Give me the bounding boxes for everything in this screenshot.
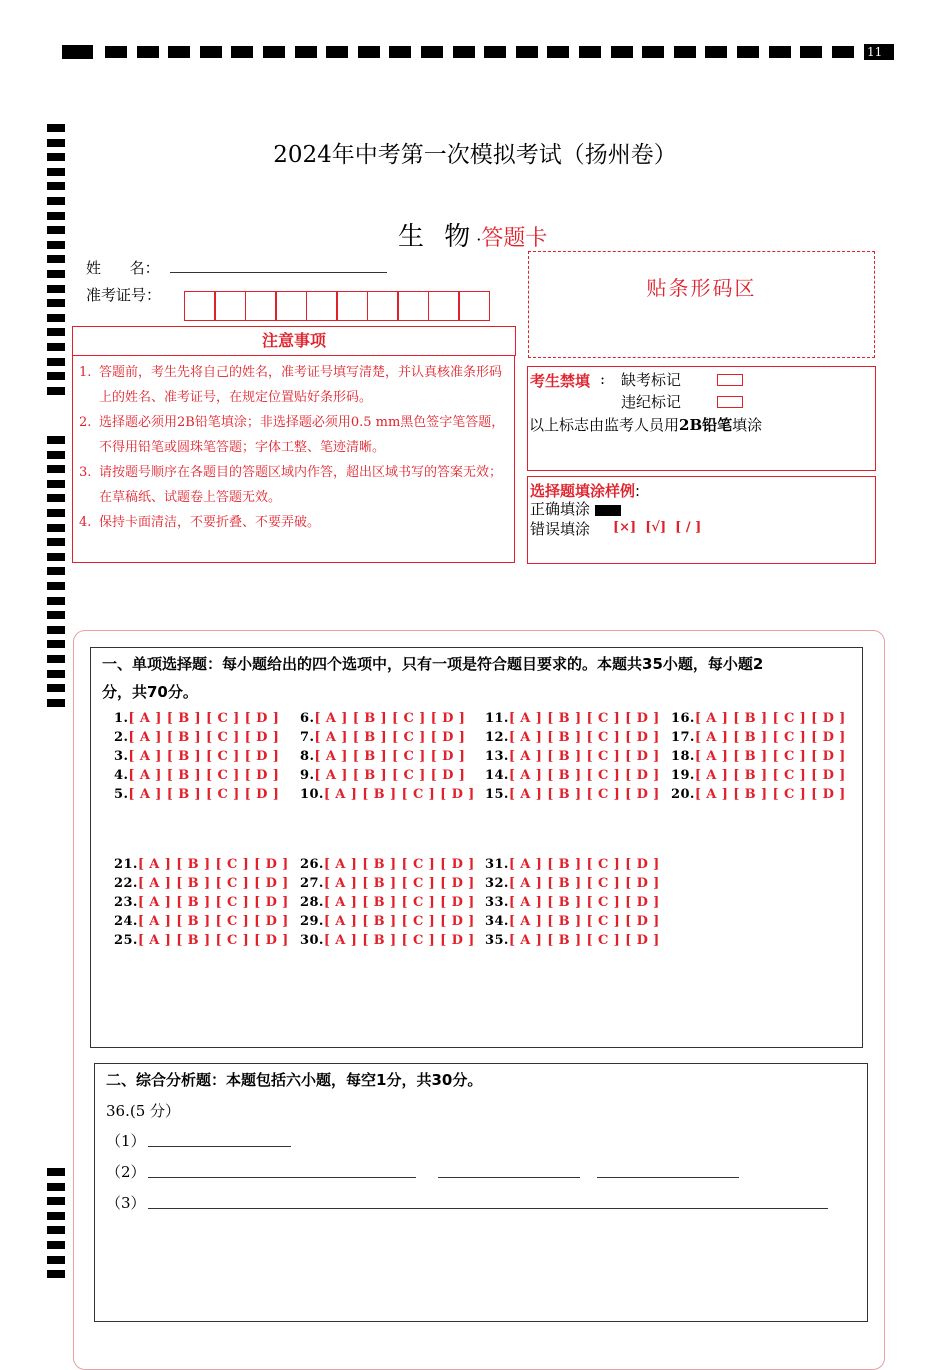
answer-options[interactable]: [ A ] [ B ] [ C ] [ D ]	[137, 933, 289, 948]
card-label: 答题卡	[481, 226, 548, 251]
question-number: 27.	[300, 876, 324, 891]
timing-mark	[231, 46, 253, 58]
part-3-blank[interactable]	[148, 1208, 828, 1209]
question-number: 28.	[300, 895, 324, 910]
question-number: 15.	[485, 787, 509, 802]
choice-question-21[interactable]	[114, 857, 289, 872]
timing-mark	[47, 524, 65, 532]
question-number: 5.	[114, 787, 129, 802]
violation-mark[interactable]	[717, 396, 743, 408]
answer-options[interactable]: [ A ] [ B ] [ C ] [ D ]	[323, 933, 475, 948]
answer-options[interactable]: [ A ] [ B ] [ C ] [ D ]	[508, 876, 660, 891]
section-2-analysis	[94, 1063, 868, 1322]
choice-question-6[interactable]	[300, 711, 465, 726]
notice-item-3: 3. 请按题号顺序在各题目的答题区域内作答，超出区域书写的答案无效；在草稿纸、试题卷上答题无效。	[79, 465, 503, 505]
timing-mark	[47, 684, 65, 692]
answer-options[interactable]: [ A ] [ B ] [ C ] [ D ]	[323, 876, 475, 891]
answer-options[interactable]: [ A ] [ B ] [ C ] [ D ]	[128, 749, 280, 764]
timing-mark	[47, 670, 65, 678]
answer-options[interactable]: [ A ] [ B ] [ C ] [ D ]	[128, 787, 280, 802]
answer-options[interactable]: [ A ] [ B ] [ C ] [ D ]	[323, 914, 475, 929]
answer-options[interactable]: [ A ] [ B ] [ C ] [ D ]	[137, 857, 289, 872]
question-number: 2.	[114, 730, 129, 745]
question-number: 9.	[300, 768, 315, 783]
exam-id-boxes[interactable]	[185, 291, 490, 321]
forbidden-note: 以上标志由监考人员用2B铅笔填涂	[529, 416, 763, 434]
choice-question-1[interactable]	[114, 711, 279, 726]
exam-id-digit-box[interactable]	[245, 291, 277, 321]
answer-options[interactable]: [ A ] [ B ] [ C ] [ D ]	[314, 711, 466, 726]
page-number: 11	[864, 44, 894, 60]
subject-dot: ·	[476, 230, 482, 249]
answer-options[interactable]: [ A ] [ B ] [ C ] [ D ]	[128, 768, 280, 783]
question-number: 32.	[485, 876, 509, 891]
exam-id-digit-box[interactable]	[306, 291, 338, 321]
wrong-fill-marks: [×] [√] [ / ]	[613, 520, 702, 535]
choice-question-32[interactable]	[485, 876, 660, 891]
answer-options[interactable]: [ A ] [ B ] [ C ] [ D ]	[314, 768, 466, 783]
answer-options[interactable]: [ A ] [ B ] [ C ] [ D ]	[694, 711, 846, 726]
timing-mark	[800, 46, 822, 58]
timing-mark	[47, 1183, 65, 1191]
timing-mark	[47, 465, 65, 473]
question-number: 6.	[300, 711, 315, 726]
part-2-blank-3[interactable]	[597, 1177, 739, 1178]
question-number: 12.	[485, 730, 509, 745]
notice-item-1: 1. 答题前，考生先将自己的姓名，准考证号填写清楚，并认真核准条形码上的姓名、准考证号，在规定位置贴好条形码。	[79, 365, 503, 405]
timing-mark	[642, 46, 664, 58]
answer-options[interactable]: [ A ] [ B ] [ C ] [ D ]	[508, 711, 660, 726]
timing-mark	[47, 1168, 65, 1176]
timing-mark	[47, 436, 65, 444]
timing-mark	[47, 480, 65, 488]
forbidden-fill-box	[527, 366, 876, 471]
answer-options[interactable]: [ A ] [ B ] [ C ] [ D ]	[323, 895, 475, 910]
part-2-label: （2）	[106, 1163, 146, 1181]
timing-mark	[47, 255, 65, 263]
choice-question-15[interactable]	[485, 787, 660, 802]
choice-question-12[interactable]	[485, 730, 660, 745]
timing-mark	[674, 46, 696, 58]
timing-mark	[47, 197, 65, 205]
part-2-blank-2[interactable]	[438, 1177, 580, 1178]
timing-mark	[326, 46, 348, 58]
answer-options[interactable]: [ A ] [ B ] [ C ] [ D ]	[508, 914, 660, 929]
question-number: 21.	[114, 857, 138, 872]
question-number: 30.	[300, 933, 324, 948]
choice-question-11[interactable]	[485, 711, 660, 726]
exam-id-digit-box[interactable]	[367, 291, 399, 321]
timing-mark	[47, 640, 65, 648]
question-number: 11.	[485, 711, 509, 726]
timing-mark	[47, 212, 65, 220]
notice-item-2: 2. 选择题必须用2B铅笔填涂；非选择题必须用0.5 mm黑色签字笔答题，不得用铅笔或圆珠笔答题；字体工整、笔迹清晰。	[79, 415, 505, 455]
notice-item-4: 4. 保持卡面清洁，不要折叠、不要弄破。	[79, 515, 321, 530]
timing-mark	[705, 46, 727, 58]
answer-options[interactable]: [ A ] [ B ] [ C ] [ D ]	[137, 914, 289, 929]
choice-question-27[interactable]	[300, 876, 475, 891]
timing-mark	[47, 611, 65, 619]
answer-options[interactable]: [ A ] [ B ] [ C ] [ D ]	[323, 857, 475, 872]
timing-mark	[47, 451, 65, 459]
choice-question-8[interactable]	[300, 749, 465, 764]
wrong-fill-label: 错误填涂	[530, 520, 591, 538]
answer-options[interactable]: [ A ] [ B ] [ C ] [ D ]	[508, 768, 660, 783]
choice-question-17[interactable]	[671, 730, 846, 745]
choice-question-14[interactable]	[485, 768, 660, 783]
timing-mark	[579, 46, 601, 58]
timing-mark	[389, 46, 411, 58]
timing-mark	[168, 46, 190, 58]
choice-question-20[interactable]	[671, 787, 846, 802]
question-number: 26.	[300, 857, 324, 872]
choice-question-30[interactable]	[300, 933, 475, 948]
question-number: 1.	[114, 711, 129, 726]
timing-mark	[737, 46, 759, 58]
timing-mark	[47, 343, 65, 351]
subject-title	[398, 216, 547, 253]
timing-mark	[47, 553, 65, 561]
question-number: 29.	[300, 914, 324, 929]
choice-question-23[interactable]	[114, 895, 289, 910]
section-1-multiple-choice	[90, 647, 863, 1048]
timing-mark	[769, 46, 791, 58]
question-number: 18.	[671, 749, 695, 764]
subject-name: 生 物	[398, 222, 477, 252]
fill-sample-box	[527, 476, 876, 564]
choice-question-4[interactable]	[114, 768, 279, 783]
section-2-heading: 二、综合分析题：本题包括六小题，每空1分，共30分。	[106, 1071, 483, 1089]
timing-mark	[47, 285, 65, 293]
filled-mark-icon	[595, 505, 621, 516]
absent-label: 缺考标记	[621, 371, 682, 389]
exam-title: 2024年中考第一次模拟考试（扬州卷）	[273, 142, 677, 168]
answer-options[interactable]: [ A ] [ B ] [ C ] [ D ]	[128, 730, 280, 745]
choice-question-10[interactable]	[300, 787, 475, 802]
timing-mark	[47, 582, 65, 590]
exam-id-digit-box[interactable]	[397, 291, 429, 321]
choice-question-34[interactable]	[485, 914, 660, 929]
question-number: 3.	[114, 749, 129, 764]
choice-question-28[interactable]	[300, 895, 475, 910]
timing-mark	[47, 655, 65, 663]
timing-mark	[47, 387, 65, 395]
part-2-blank-1[interactable]	[148, 1177, 416, 1178]
barcode-area	[528, 251, 875, 358]
timing-mark	[47, 699, 65, 707]
answer-options[interactable]: [ A ] [ B ] [ C ] [ D ]	[508, 787, 660, 802]
choice-question-5[interactable]	[114, 787, 279, 802]
absent-mark[interactable]	[717, 374, 743, 386]
timing-mark	[47, 1270, 65, 1278]
question-number: 19.	[671, 768, 695, 783]
forbidden-colon: :	[600, 370, 606, 388]
timing-mark	[47, 538, 65, 546]
section-1-heading-line2: 分，共70分。	[102, 683, 198, 701]
answer-options[interactable]: [ A ] [ B ] [ C ] [ D ]	[508, 749, 660, 764]
choice-question-33[interactable]	[485, 895, 660, 910]
forbidden-title: 考生禁填	[530, 372, 591, 390]
answer-options[interactable]: [ A ] [ B ] [ C ] [ D ]	[137, 895, 289, 910]
answer-options[interactable]: [ A ] [ B ] [ C ] [ D ]	[508, 895, 660, 910]
answer-options[interactable]: [ A ] [ B ] [ C ] [ D ]	[508, 730, 660, 745]
answer-options[interactable]: [ A ] [ B ] [ C ] [ D ]	[323, 787, 475, 802]
section-1-heading-line1: 一、单项选择题：每小题给出的四个选项中，只有一项是符合题目要求的。本题共35小题，每小题2	[102, 655, 764, 673]
timing-mark	[263, 46, 285, 58]
choice-question-13[interactable]	[485, 749, 660, 764]
exam-id-digit-box[interactable]	[275, 291, 307, 321]
choice-question-25[interactable]	[114, 933, 289, 948]
timing-mark	[547, 46, 569, 58]
choice-question-7[interactable]	[300, 730, 465, 745]
question-number: 13.	[485, 749, 509, 764]
choice-question-26[interactable]	[300, 857, 475, 872]
name-field[interactable]	[170, 272, 387, 273]
timing-mark	[516, 46, 538, 58]
timing-mark	[47, 494, 65, 502]
question-number: 34.	[485, 914, 509, 929]
question-number: 4.	[114, 768, 129, 783]
correct-fill: 正确填涂	[530, 498, 621, 519]
timing-mark	[47, 567, 65, 575]
exam-id-digit-box[interactable]	[336, 291, 368, 321]
timing-mark	[484, 46, 506, 58]
timing-mark	[47, 1241, 65, 1249]
choice-question-2[interactable]	[114, 730, 279, 745]
choice-question-16[interactable]	[671, 711, 846, 726]
choice-question-35[interactable]	[485, 933, 660, 948]
timing-mark	[47, 241, 65, 249]
answer-options[interactable]: [ A ] [ B ] [ C ] [ D ]	[128, 711, 280, 726]
timing-mark	[47, 299, 65, 307]
question-number: 8.	[300, 749, 315, 764]
part-1-label: （1）	[106, 1132, 146, 1150]
barcode-label: 贴条形码区	[646, 276, 757, 300]
question-number: 25.	[114, 933, 138, 948]
part-3-label: （3）	[106, 1194, 146, 1212]
answer-options[interactable]: [ A ] [ B ] [ C ] [ D ]	[314, 749, 466, 764]
timing-mark	[453, 46, 475, 58]
question-number: 14.	[485, 768, 509, 783]
timing-mark	[47, 358, 65, 366]
question-number: 7.	[300, 730, 315, 745]
choice-question-19[interactable]	[671, 768, 846, 783]
part-1-blank[interactable]	[148, 1146, 291, 1147]
answer-options[interactable]: [ A ] [ B ] [ C ] [ D ]	[694, 730, 846, 745]
timing-mark	[200, 46, 222, 58]
timing-mark	[47, 270, 65, 278]
timing-mark	[295, 46, 317, 58]
sample-title: 选择题填涂样例:	[530, 482, 641, 500]
exam-id-digit-box[interactable]	[214, 291, 246, 321]
timing-mark	[47, 226, 65, 234]
timing-mark	[47, 1226, 65, 1234]
timing-mark	[421, 46, 443, 58]
answer-options[interactable]: [ A ] [ B ] [ C ] [ D ]	[694, 787, 846, 802]
choice-question-29[interactable]	[300, 914, 475, 929]
question-36-label: 36.(5 分）	[106, 1102, 181, 1120]
question-number: 31.	[485, 857, 509, 872]
answer-options[interactable]: [ A ] [ B ] [ C ] [ D ]	[694, 768, 846, 783]
answer-options[interactable]: [ A ] [ B ] [ C ] [ D ]	[137, 876, 289, 891]
choice-question-31[interactable]	[485, 857, 660, 872]
exam-id-digit-box[interactable]	[428, 291, 460, 321]
choice-question-22[interactable]	[114, 876, 289, 891]
answer-options[interactable]: [ A ] [ B ] [ C ] [ D ]	[508, 933, 660, 948]
answer-options[interactable]: [ A ] [ B ] [ C ] [ D ]	[694, 749, 846, 764]
id-label: 准考证号：	[86, 286, 162, 304]
timing-mark	[62, 45, 93, 59]
timing-mark	[47, 626, 65, 634]
question-number: 33.	[485, 895, 509, 910]
answer-options[interactable]: [ A ] [ B ] [ C ] [ D ]	[314, 730, 466, 745]
timing-mark	[105, 46, 127, 58]
question-number: 23.	[114, 895, 138, 910]
question-number: 20.	[671, 787, 695, 802]
question-number: 35.	[485, 933, 509, 948]
timing-mark	[47, 314, 65, 322]
notice-title: 注意事项	[72, 326, 516, 356]
name-label: 姓 名：	[86, 259, 160, 277]
notice-box	[72, 355, 515, 563]
question-number: 16.	[671, 711, 695, 726]
question-number: 24.	[114, 914, 138, 929]
timing-mark	[47, 124, 65, 132]
timing-mark	[137, 46, 159, 58]
timing-mark	[47, 182, 65, 190]
timing-mark	[611, 46, 633, 58]
choice-question-9[interactable]	[300, 768, 465, 783]
timing-mark	[47, 597, 65, 605]
question-number: 17.	[671, 730, 695, 745]
timing-mark	[47, 328, 65, 336]
timing-mark	[47, 509, 65, 517]
timing-mark	[358, 46, 380, 58]
exam-id-digit-box[interactable]	[184, 291, 216, 321]
timing-mark	[832, 46, 854, 58]
choice-question-3[interactable]	[114, 749, 279, 764]
timing-mark	[47, 1256, 65, 1264]
answer-options[interactable]: [ A ] [ B ] [ C ] [ D ]	[508, 857, 660, 872]
choice-question-18[interactable]	[671, 749, 846, 764]
choice-question-24[interactable]	[114, 914, 289, 929]
question-number: 10.	[300, 787, 324, 802]
timing-mark	[47, 372, 65, 380]
violation-label: 违纪标记	[621, 393, 682, 411]
timing-mark	[47, 1197, 65, 1205]
exam-id-digit-box[interactable]	[458, 291, 490, 321]
timing-mark	[47, 1212, 65, 1220]
question-number: 22.	[114, 876, 138, 891]
